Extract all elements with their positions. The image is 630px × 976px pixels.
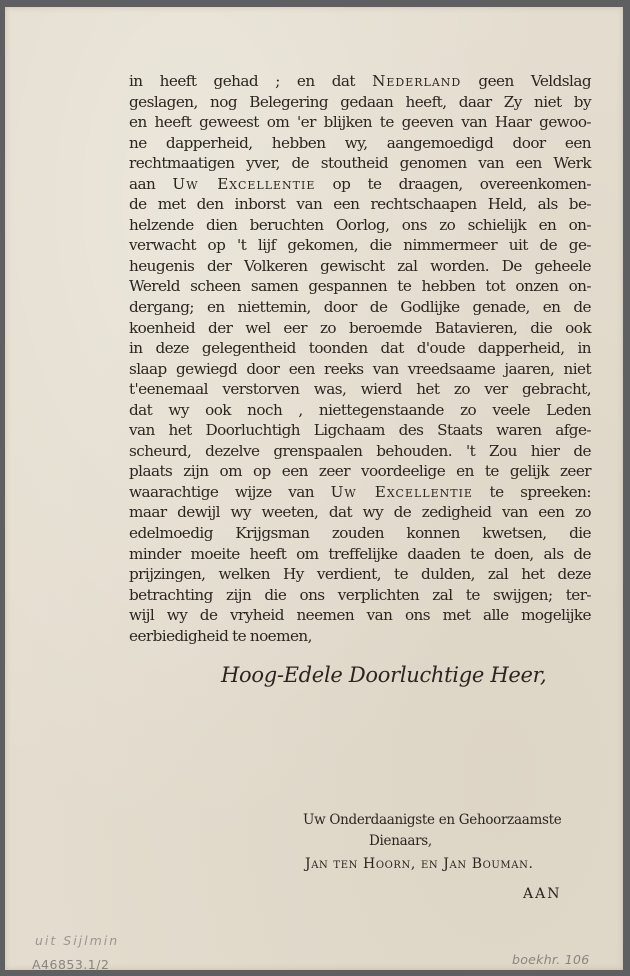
text-line: [129, 297, 591, 318]
text-line: [129, 153, 591, 174]
text-segment: eerbiedigheid te noemen,: [129, 626, 312, 645]
text-line: [129, 235, 591, 256]
text-line: [129, 626, 591, 647]
text-segment: rechtmaatigen yver, de stoutheid genomen van een Werk: [129, 154, 591, 173]
signers: Jan ten Hoorn, en Jan Bouman.: [305, 856, 534, 872]
text-segment: op te draagen, overeenkomen-: [315, 174, 591, 193]
text-line: [129, 523, 591, 544]
text-line: [129, 441, 591, 462]
text-segment: scheurd, dezelve grenspaalen behouden. 't Zou hier de: [129, 441, 591, 460]
catchword: AAN: [523, 886, 562, 902]
text-line: [129, 256, 591, 277]
document-page: [5, 7, 623, 970]
text-segment: in heeft gehad ; en dat: [129, 72, 373, 90]
text-line: [129, 564, 591, 585]
text-segment: helzende dien beruchten Oorlog, ons zo schielijk en on-: [129, 215, 591, 234]
text-line: [129, 502, 591, 523]
text-line: [129, 215, 591, 236]
text-line: [129, 420, 591, 441]
text-line: [129, 92, 591, 113]
text-segment: t'eenemaal verstorven was, wierd het zo ver gebracht,: [129, 380, 591, 399]
text-line: [129, 174, 591, 195]
text-line: [129, 276, 591, 297]
text-segment: plaats zijn om op een zeer voordeelige en te gelijk zeer: [129, 462, 591, 481]
text-line: [129, 133, 591, 154]
text-segment: prijzingen, welken Hy verdient, te dulden, zal het deze: [129, 565, 591, 584]
text-line: [129, 585, 591, 606]
text-segment: in deze gelegentheid toonden dat d'oude dapperheid, in: [129, 339, 591, 358]
text-segment: wijl wy de vryheid neemen van ons met alle mogelijke: [129, 606, 591, 625]
body-text: [129, 71, 591, 646]
text-segment: de met den inborst van een rechtschaapen Held, als be-: [129, 195, 591, 214]
text-line: [129, 482, 591, 503]
text-line: [129, 379, 591, 400]
text-segment: edelmoedig Krijgsman zouden konnen kwetsen, die: [129, 524, 591, 543]
text-line: [129, 338, 591, 359]
text-line: [129, 112, 591, 133]
text-line: [129, 318, 591, 339]
text-line: [129, 194, 591, 215]
text-segment: Wereld scheen samen gespannen te hebben tot onzen on-: [129, 277, 591, 296]
text-segment: te spreeken:: [472, 482, 591, 501]
booklet-number: boekhr. 106: [512, 952, 590, 967]
text-segment: ne dapperheid, hebben wy, aangemoedigd door een: [129, 133, 591, 152]
text-line: [129, 461, 591, 482]
text-segment: dergang; en niettemin, door de Godlijke genade, en de: [129, 298, 591, 317]
inventory-number: A46853.1/2: [32, 957, 110, 972]
small-caps-name: Uw Excellentie: [330, 482, 473, 501]
text-segment: aan: [129, 174, 173, 193]
small-caps-name: Uw Excellentie: [172, 174, 316, 193]
text-segment: geslagen, nog Belegering gedaan heeft, daar Zy niet by: [129, 92, 591, 111]
text-segment: waarachtige wijze van: [129, 482, 331, 501]
text-line: [129, 400, 591, 421]
text-line: [129, 544, 591, 565]
text-segment: betrachting zijn die ons verplichten zal te swijgen; ter-: [129, 585, 591, 604]
text-line: [129, 359, 591, 380]
text-segment: minder moeite heeft om treffelijke daaden te doen, als de: [129, 544, 591, 563]
text-segment: verwacht op 't lijf gekomen, die nimmermeer uit de ge-: [129, 236, 591, 255]
text-line: [129, 605, 591, 626]
salutation: Hoog-Edele Doorluchtige Heer,: [221, 663, 547, 687]
text-segment: van het Doorluchtigh Ligchaam des Staats waren afge-: [129, 421, 591, 440]
closing-line: Uw Onderdaanigste en Gehoorzaamste: [303, 812, 562, 828]
small-caps-name: Nederland: [372, 72, 462, 90]
text-segment: geen Veldslag: [461, 72, 591, 90]
closing-dienaars: Dienaars,: [369, 833, 432, 849]
text-segment: en heeft geweest om 'er blijken te geeven van Haar gewoo-: [129, 113, 591, 132]
text-segment: koenheid der wel eer zo beroemde Batavieren, die ook: [129, 318, 591, 337]
pencil-note: uit Sijlmin: [35, 933, 120, 948]
text-segment: heugenis der Volkeren gewischt zal worden. De geheele: [129, 256, 591, 275]
text-segment: maar dewijl wy weeten, dat wy de zedigheid van een zo: [129, 503, 591, 522]
text-segment: slaap gewiegd door een reeks van vreedsaame jaaren, niet: [129, 359, 591, 378]
text-line: [129, 71, 591, 92]
text-segment: dat wy ook noch , niettegenstaande zo veele Leden: [129, 400, 591, 419]
